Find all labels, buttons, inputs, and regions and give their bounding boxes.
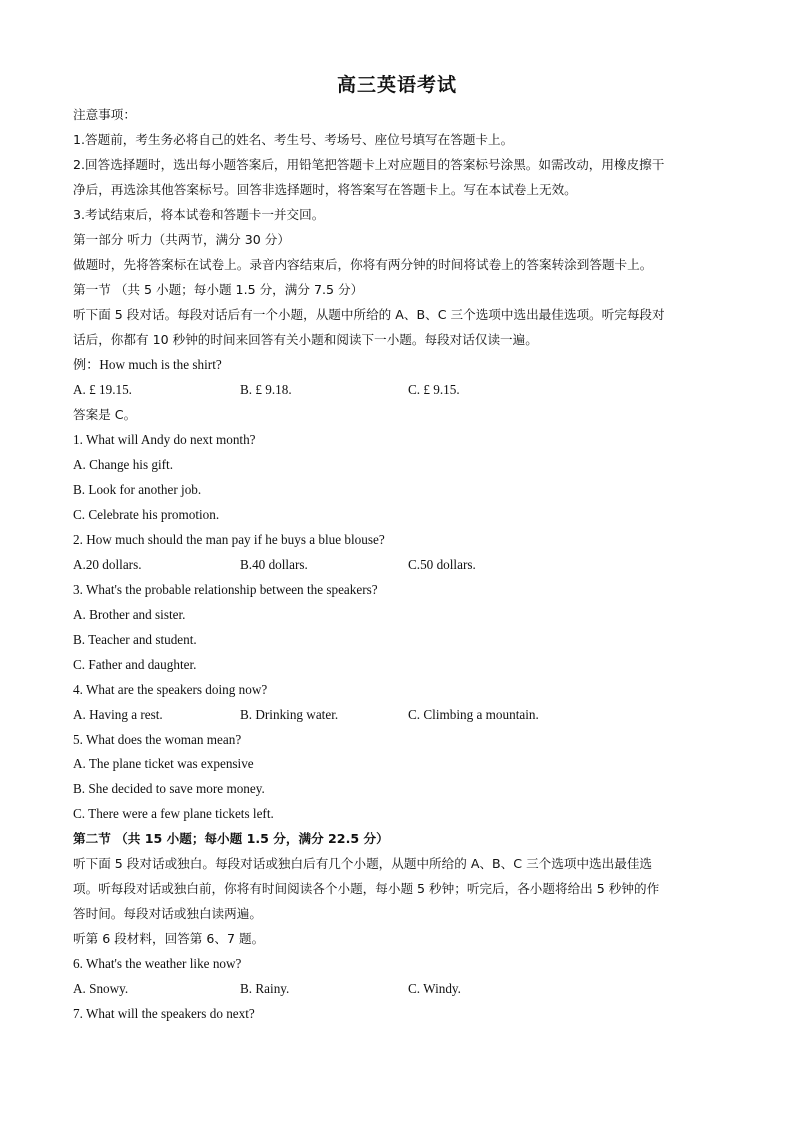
question-2-option-c: C.50 dollars. <box>408 557 476 572</box>
section1-intro-line-1: 听下面 5 段对话。每段对话后有一个小题，从题中所给的 A、B、C 三个选项中选出最佳选项。听完每段对 <box>73 307 665 322</box>
example-option-c: C. £ 9.15. <box>408 382 460 397</box>
question-4: 4. What are the speakers doing now? <box>73 682 268 697</box>
part1-intro: 做题时，先将答案标在试卷上。录音内容结束后，你将有两分钟的时间将试卷上的答案转涂到答题卡上。 <box>73 257 653 272</box>
section2-heading: 第二节 （共 15 小题；每小题 1.5 分，满分 22.5 分） <box>73 831 389 846</box>
question-4-option-b: B. Drinking water. <box>240 707 339 722</box>
question-5-option-c: C. There were a few plane tickets left. <box>73 806 274 821</box>
question-6: 6. What's the weather like now? <box>73 956 242 971</box>
question-5: 5. What does the woman mean? <box>73 732 242 747</box>
notice-item-2-line-2: 净后，再选涂其他答案标号。回答非选择题时，将答案写在答题卡上。写在本试卷上无效。 <box>73 182 577 197</box>
example-option-b: B. £ 9.18. <box>240 382 292 397</box>
question-1: 1. What will Andy do next month? <box>73 432 256 447</box>
notice-item-3: 3.考试结束后，将本试卷和答题卡一并交回。 <box>73 207 325 222</box>
question-6-option-c: C. Windy. <box>408 981 461 996</box>
question-2-option-a: A.20 dollars. <box>73 557 142 572</box>
notice-item-2-line-1: 2.回答选择题时，选出每小题答案后，用铅笔把答题卡上对应题目的答案标号涂黑。如需改动，用橡皮擦干 <box>73 157 665 172</box>
question-1-option-a: A. Change his gift. <box>73 457 173 472</box>
section1-heading: 第一节 （共 5 小题；每小题 1.5 分，满分 7.5 分） <box>73 282 364 297</box>
section2-intro-line-2: 项。听每段对话或独白前，你将有时间阅读各个小题，每小题 5 秒钟；听完后，各小题将给出 5 秒钟的作 <box>73 881 660 896</box>
example-option-a: A. £ 19.15. <box>73 382 132 397</box>
question-1-option-b: B. Look for another job. <box>73 482 202 497</box>
question-4-option-a: A. Having a rest. <box>73 707 163 722</box>
question-6-option-b: B. Rainy. <box>240 981 290 996</box>
section2-intro-line-1: 听下面 5 段对话或独白。每段对话或独白后有几个小题，从题中所给的 A、B、C 三个选项中选出最佳选 <box>73 856 653 871</box>
material-6-instruction: 听第 6 段材料，回答第 6、7 题。 <box>73 931 265 946</box>
section2-intro-line-3: 答时间。每段对话或独白读两遍。 <box>73 906 262 921</box>
exam-title: 高三英语考试 <box>336 74 457 96</box>
question-4-option-c: C. Climbing a mountain. <box>408 707 539 722</box>
notice-item-1: 1.答题前，考生务必将自己的姓名、考生号、考场号、座位号填写在答题卡上。 <box>73 132 514 147</box>
question-3-option-b: B. Teacher and student. <box>73 632 197 647</box>
question-3-option-c: C. Father and daughter. <box>73 657 197 672</box>
question-6-option-a: A. Snowy. <box>73 981 129 996</box>
notice-heading: 注意事项： <box>73 107 136 122</box>
question-5-option-b: B. She decided to save more money. <box>73 781 265 796</box>
section1-intro-line-2: 话后，你都有 10 秒钟的时间来回答有关小题和阅读下一小题。每段对话仅读一遍。 <box>73 332 538 347</box>
question-3: 3. What's the probable relationship between the speakers? <box>73 582 378 597</box>
question-5-option-a: A. The plane ticket was expensive <box>73 756 254 771</box>
question-2: 2. How much should the man pay if he buys a blue blouse? <box>73 532 385 547</box>
example-question: 例：How much is the shirt? <box>73 357 222 372</box>
question-1-option-c: C. Celebrate his promotion. <box>73 507 220 522</box>
question-7: 7. What will the speakers do next? <box>73 1006 255 1021</box>
question-3-option-a: A. Brother and sister. <box>73 607 186 622</box>
part1-heading: 第一部分 听力（共两节，满分 30 分） <box>73 232 290 247</box>
question-2-option-b: B.40 dollars. <box>240 557 308 572</box>
example-answer: 答案是 C。 <box>73 407 137 422</box>
